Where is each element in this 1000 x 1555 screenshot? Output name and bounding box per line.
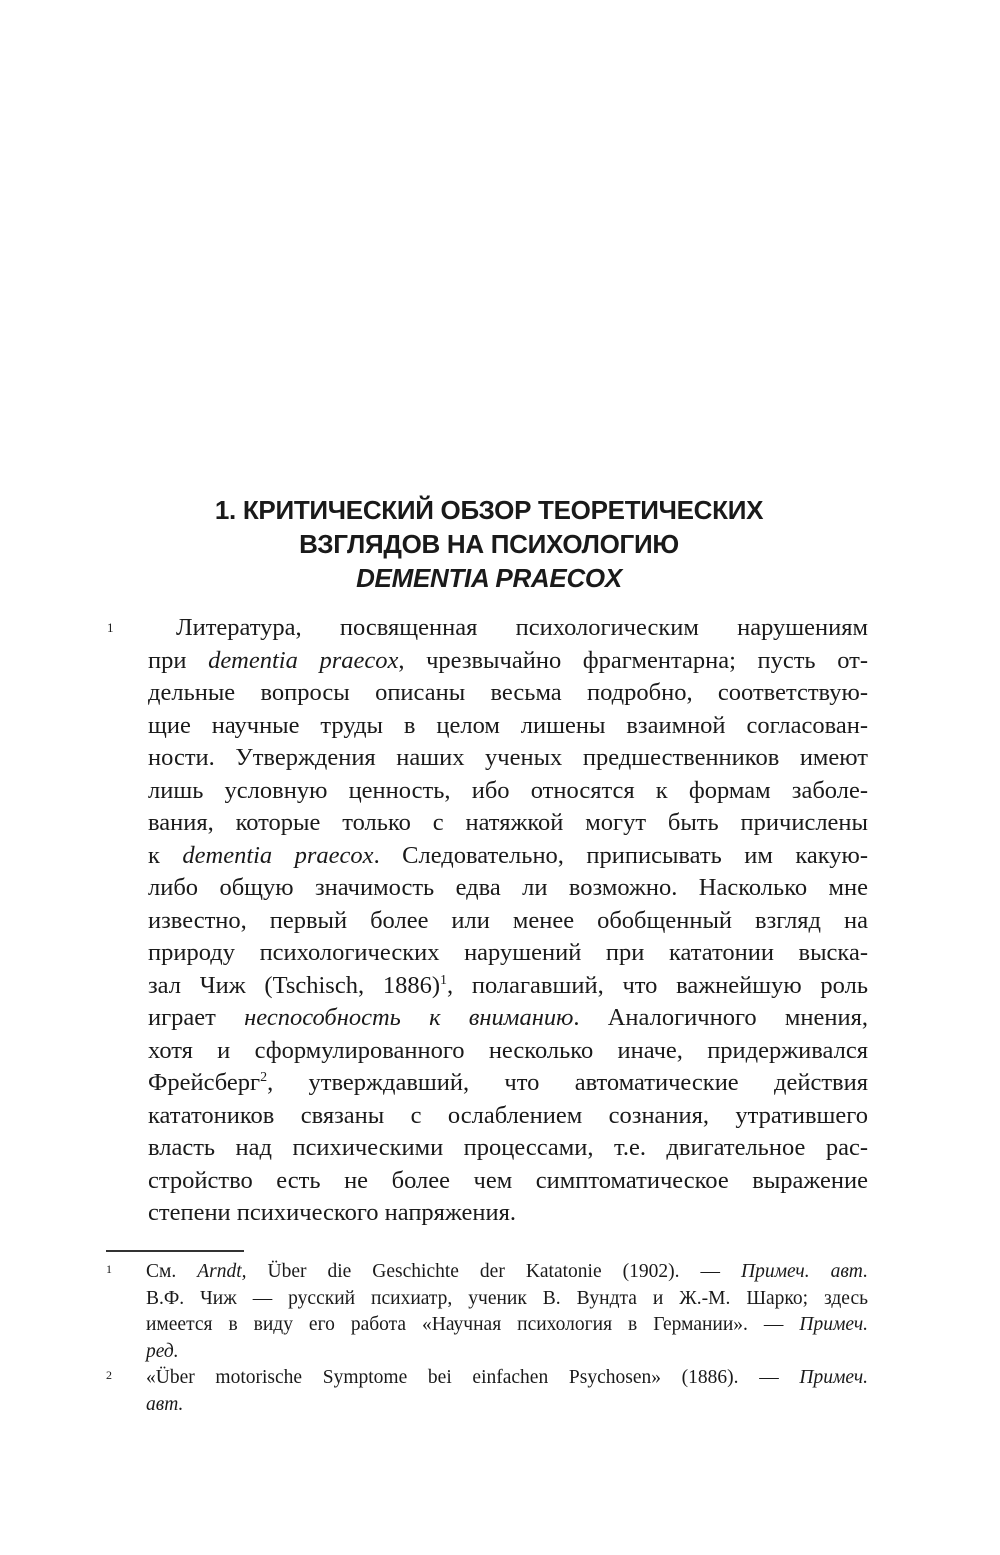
text-segment: Фрейсберг — [148, 1069, 261, 1096]
text-segment: при — [148, 646, 209, 674]
text-segment: дельные вопросы описаны весьма подробно, соответствую- — [148, 679, 868, 706]
footnote-reference[interactable]: 2 — [260, 1070, 268, 1085]
text-segment: Über die Geschichte der Katatonie (1902). — — [246, 1261, 741, 1282]
heading-line-3: DEMENTIA PRAECOX — [356, 563, 622, 593]
footnote-line — [146, 1259, 868, 1286]
text-segment: лишь условную ценность, ибо относятся к формам заболе- — [148, 776, 868, 804]
body-line — [148, 840, 868, 873]
italic-text: Примеч. — [799, 1314, 868, 1336]
footnote-reference[interactable]: 1 — [440, 972, 447, 988]
text-segment: «Über motorische Symptome bei einfachen Psychosen» (1886). — — [146, 1367, 800, 1389]
body-line — [148, 645, 868, 678]
italic-text: Примеч. — [799, 1367, 868, 1389]
footnote-number: 1 — [106, 1262, 112, 1276]
footnote-line — [146, 1392, 868, 1419]
body-line — [148, 677, 868, 710]
italic-text: ред. — [146, 1340, 179, 1362]
text-segment: хотя и сформулированного несколько иначе, придерживался — [148, 1036, 868, 1064]
body-line — [148, 1035, 868, 1068]
body-line — [148, 1165, 868, 1198]
text-segment: . Аналогичного мнения, — [573, 1004, 868, 1031]
footnote-line — [146, 1312, 868, 1339]
text-segment: ности. Утверждения наших ученых предшественников имеют — [148, 744, 868, 771]
footnote-line — [146, 1365, 868, 1392]
body-line — [148, 742, 868, 775]
footnote — [106, 1259, 868, 1365]
footnote-divider — [106, 1250, 244, 1252]
body-line — [148, 775, 868, 808]
footnote-line — [146, 1339, 868, 1366]
heading-line-2: ВЗГЛЯДОВ НА ПСИХОЛОГИЮ — [299, 529, 679, 559]
text-segment: известно, первый более или менее обобщенный взгляд на — [148, 906, 868, 934]
footnote — [106, 1365, 868, 1418]
chapter-heading — [120, 493, 858, 595]
body-line — [148, 1002, 868, 1035]
body-line — [148, 807, 868, 840]
text-segment: В.Ф. Чиж — русский психиатр, ученик В. Вундта и Ж.-М. Шарко; здесь — [146, 1287, 868, 1309]
text-segment: щие научные труды в целом лишены взаимной согласован- — [148, 711, 868, 739]
heading-line-1: 1. КРИТИЧЕСКИЙ ОБЗОР ТЕОРЕТИЧЕСКИХ — [214, 495, 764, 525]
text-segment: природу психологических нарушений при кататонии выска- — [148, 939, 868, 966]
text-segment: имеется в виду его работа «Научная психология в Германии». — — [146, 1314, 800, 1336]
italic-text: Arndt, — [197, 1261, 247, 1282]
text-segment: Литература, посвященная психологическим нарушениям — [176, 614, 868, 641]
footnote-line — [146, 1286, 868, 1313]
body-line — [148, 612, 868, 645]
text-segment: либо общую значимость едва ли возможно. Насколько мне — [148, 874, 868, 901]
body-line — [148, 1197, 868, 1230]
text-segment: к — [148, 841, 183, 869]
italic-text: Примеч. авт. — [740, 1261, 868, 1282]
body-text — [148, 612, 868, 1230]
footnote-number: 2 — [106, 1368, 112, 1383]
text-segment: зал Чиж (Tschisch, 1886) — [148, 971, 440, 999]
paragraph-number: 1 — [107, 620, 114, 635]
body-line — [148, 937, 868, 970]
body-line — [148, 905, 868, 938]
body-line — [148, 1067, 868, 1100]
text-segment: , чрезвычайно фрагментарна; пусть от- — [398, 646, 868, 674]
body-line — [148, 970, 868, 1003]
text-segment: стройство есть не более чем симптоматическое выражение — [148, 1166, 868, 1194]
text-segment: кататоников связаны с ослаблением сознания, утратившего — [148, 1101, 868, 1129]
text-segment: играет — [148, 1004, 245, 1031]
text-segment: См. — [146, 1261, 198, 1282]
text-segment: , утверждавший, что автоматические действия — [267, 1069, 868, 1096]
body-line — [148, 872, 868, 905]
text-segment: , полагавший, что важнейшую роль — [447, 971, 869, 999]
body-line — [148, 1132, 868, 1165]
text-segment: власть над психическими процессами, т.е. двигательное рас- — [148, 1134, 868, 1161]
italic-text: неспособность к вниманию — [244, 1004, 574, 1031]
body-line — [148, 1100, 868, 1133]
italic-text: dementia praecox — [208, 646, 399, 674]
footnotes — [106, 1259, 868, 1419]
body-line — [148, 710, 868, 743]
text-segment: . Следовательно, приписывать им какую- — [373, 841, 869, 869]
text-segment: вания, которые только с натяжкой могут быть причислены — [148, 809, 868, 836]
italic-text: dementia praecox — [182, 841, 374, 869]
italic-text: авт. — [146, 1393, 184, 1415]
text-segment: степени психического напряжения. — [148, 1199, 517, 1226]
